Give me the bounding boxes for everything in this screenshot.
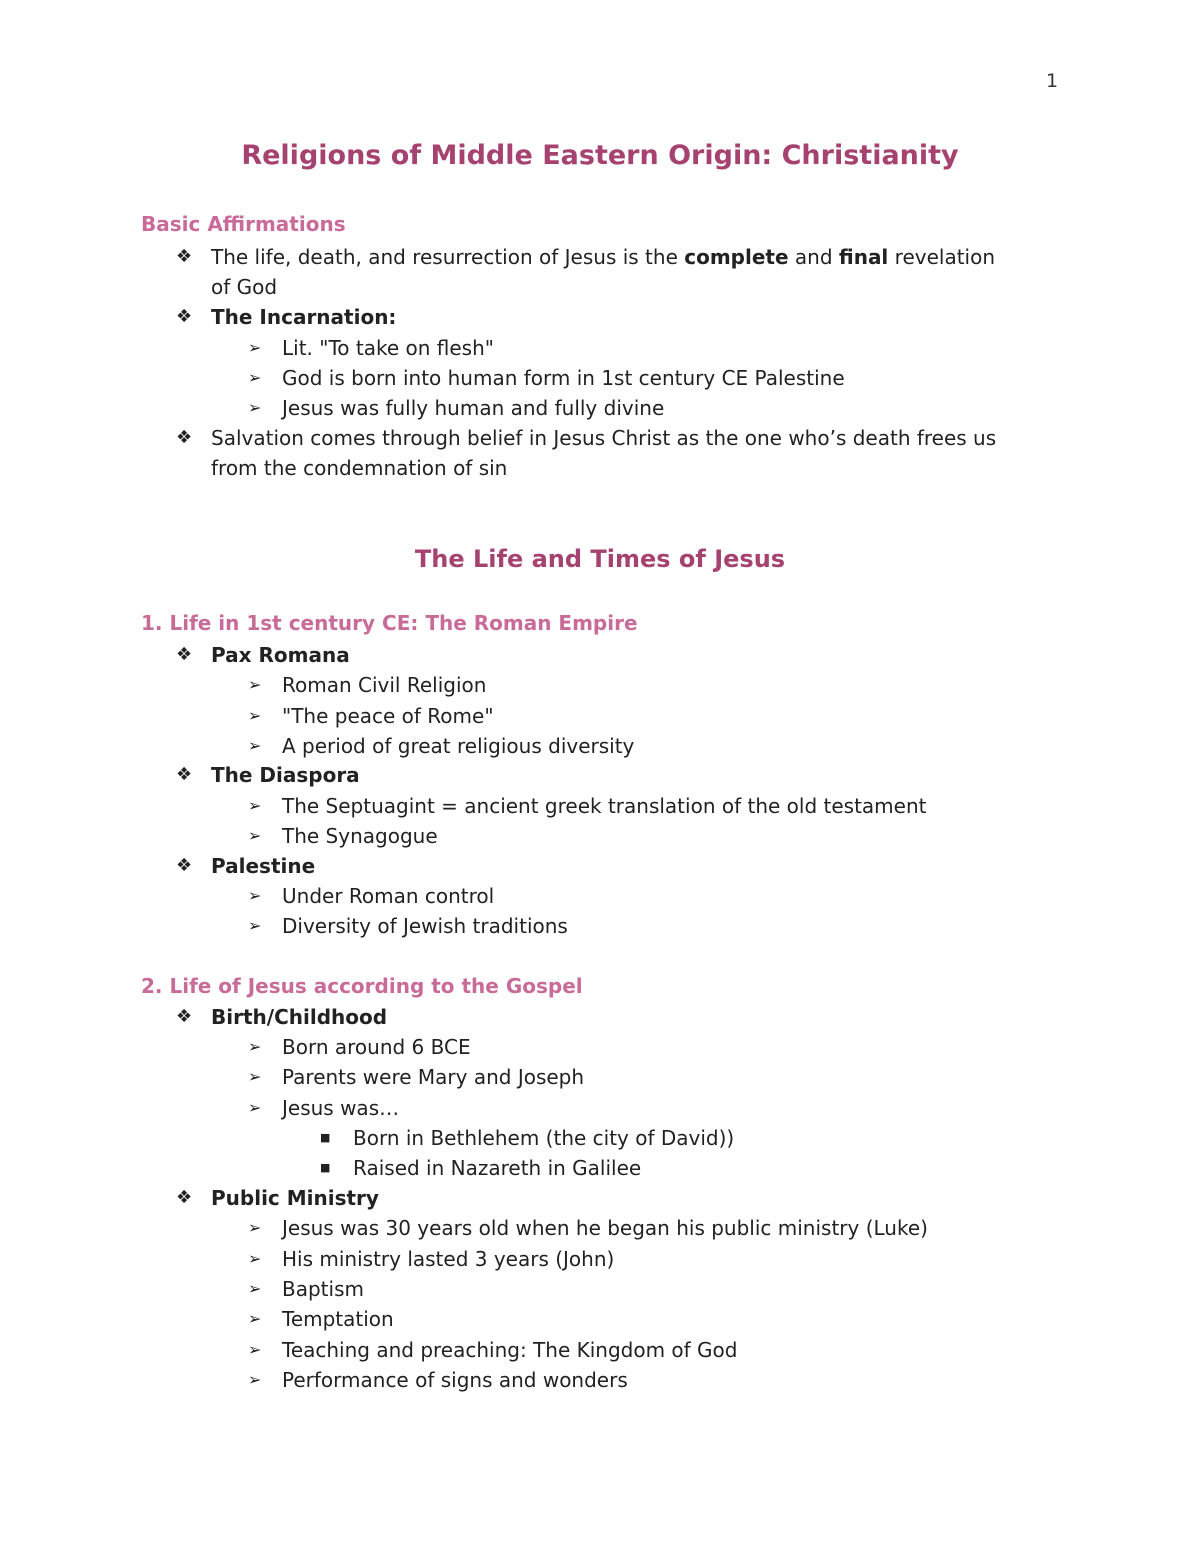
arrow-bullet-icon: ➢: [248, 916, 262, 935]
diamond-bullet-icon: ❖: [176, 1006, 193, 1027]
diamond-bullet-icon: ❖: [176, 855, 193, 876]
arrow-bullet-icon: ➢: [248, 1218, 262, 1237]
list-item: Raised in Nazareth in Galilee: [353, 1156, 642, 1180]
list-item: A period of great religious diversity: [282, 734, 635, 758]
list-item: Roman Civil Religion: [282, 673, 487, 697]
list-item: Under Roman control: [282, 884, 495, 908]
salvation-text-cont: from the condemnation of sin: [211, 456, 508, 480]
arrow-bullet-icon: ➢: [248, 706, 262, 725]
square-bullet-icon: ■: [320, 1161, 331, 1174]
incarnation-label: The Incarnation:: [211, 305, 397, 329]
arrow-bullet-icon: ➢: [248, 1249, 262, 1268]
diamond-bullet-icon: ❖: [176, 306, 193, 327]
diamond-bullet-icon: ❖: [176, 246, 193, 267]
arrow-bullet-icon: ➢: [248, 368, 262, 387]
list-item: Jesus was fully human and fully divine: [282, 396, 665, 420]
list-item: Lit. "To take on flesh": [282, 336, 494, 360]
list-item: Performance of signs and wonders: [282, 1368, 628, 1392]
public-ministry-label: Public Ministry: [211, 1186, 379, 1210]
list-item: God is born into human form in 1st century CE Palestine: [282, 366, 845, 390]
pax-romana-label: Pax Romana: [211, 643, 350, 667]
section-1-heading: 1. Life in 1st century CE: The Roman Empire: [141, 611, 638, 635]
list-item: Born in Bethlehem (the city of David)): [353, 1126, 735, 1150]
arrow-bullet-icon: ➢: [248, 675, 262, 694]
arrow-bullet-icon: ➢: [248, 398, 262, 417]
list-item: Baptism: [282, 1277, 364, 1301]
arrow-bullet-icon: ➢: [248, 338, 262, 357]
document-title: Religions of Middle Eastern Origin: Christianity: [241, 140, 959, 171]
section-2-heading: 2. Life of Jesus according to the Gospel: [141, 974, 583, 998]
life-and-times-heading: The Life and Times of Jesus: [414, 545, 786, 573]
diamond-bullet-icon: ❖: [176, 764, 193, 785]
diamond-bullet-icon: ❖: [176, 427, 193, 448]
arrow-bullet-icon: ➢: [248, 826, 262, 845]
diaspora-label: The Diaspora: [211, 763, 360, 787]
list-item: Born around 6 BCE: [282, 1035, 471, 1059]
arrow-bullet-icon: ➢: [248, 1098, 262, 1117]
basic-affirmations-heading: Basic Affirmations: [141, 212, 346, 236]
birth-childhood-label: Birth/Childhood: [211, 1005, 388, 1029]
list-item: The Synagogue: [282, 824, 438, 848]
list-item: Diversity of Jewish traditions: [282, 914, 568, 938]
diamond-bullet-icon: ❖: [176, 1187, 193, 1208]
list-item: Jesus was 30 years old when he began his public ministry (Luke): [282, 1216, 928, 1240]
list-item: Temptation: [282, 1307, 394, 1331]
arrow-bullet-icon: ➢: [248, 886, 262, 905]
list-item: "The peace of Rome": [282, 704, 494, 728]
arrow-bullet-icon: ➢: [248, 736, 262, 755]
square-bullet-icon: ■: [320, 1131, 331, 1144]
arrow-bullet-icon: ➢: [248, 796, 262, 815]
palestine-label: Palestine: [211, 854, 316, 878]
salvation-text: Salvation comes through belief in Jesus Christ as the one who’s death frees us: [211, 426, 997, 450]
affirmation-revelation-cont: of God: [211, 275, 278, 299]
list-item: Jesus was…: [282, 1096, 400, 1120]
list-item: His ministry lasted 3 years (John): [282, 1247, 615, 1271]
arrow-bullet-icon: ➢: [248, 1370, 262, 1389]
arrow-bullet-icon: ➢: [248, 1067, 262, 1086]
arrow-bullet-icon: ➢: [248, 1037, 262, 1056]
arrow-bullet-icon: ➢: [248, 1309, 262, 1328]
page-number: 1: [1046, 70, 1059, 92]
diamond-bullet-icon: ❖: [176, 644, 193, 665]
list-item: Parents were Mary and Joseph: [282, 1065, 585, 1089]
list-item: The Septuagint = ancient greek translation of the old testament: [282, 794, 927, 818]
arrow-bullet-icon: ➢: [248, 1340, 262, 1359]
arrow-bullet-icon: ➢: [248, 1279, 262, 1298]
list-item: Teaching and preaching: The Kingdom of God: [282, 1338, 738, 1362]
affirmation-revelation: The life, death, and resurrection of Jesus is the complete and final revelation: [211, 245, 996, 269]
